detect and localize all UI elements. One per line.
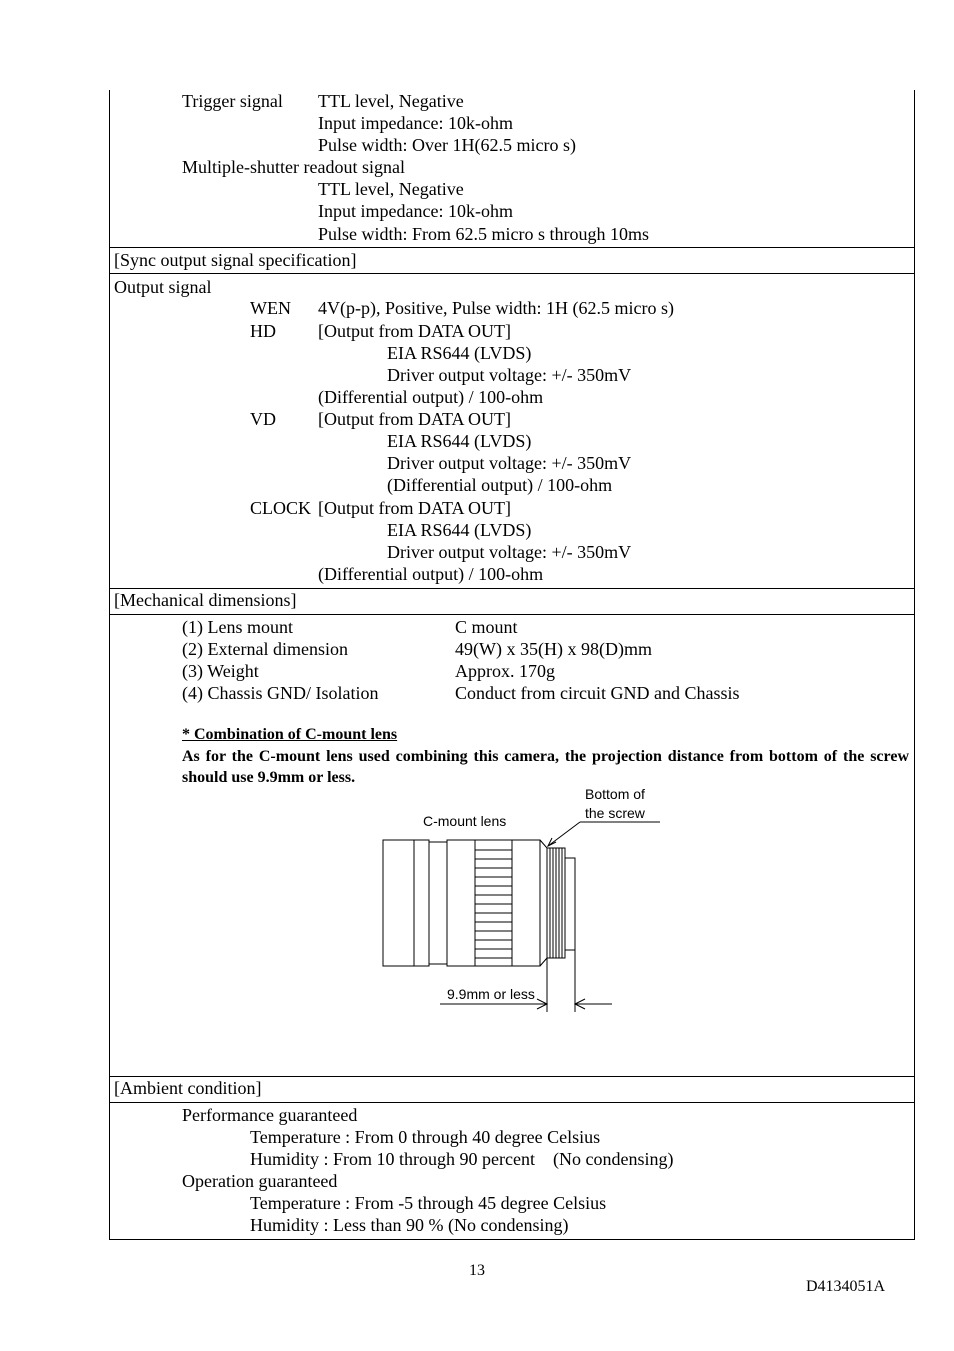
output-signal-label: Output signal (114, 277, 212, 297)
clock-name: CLOCK (250, 498, 312, 518)
vd-name: VD (250, 409, 276, 429)
clock-line: Driver output voltage: +/- 350mV (387, 542, 632, 562)
mech-item-label: (3) Weight (182, 661, 259, 681)
hd-line: EIA RS644 (LVDS) (387, 343, 532, 363)
mech-item-value: 49(W) x 35(H) x 98(D)mm (455, 639, 652, 659)
hd-name: HD (250, 321, 276, 341)
c-mount-lens-diagram (380, 780, 645, 1020)
lens-ring (512, 840, 540, 966)
trigger-line: Input impedance: 10k-ohm (318, 113, 513, 133)
clock-line: (Differential output) / 100-ohm (318, 564, 544, 584)
screw-label-line2: the screw (585, 805, 645, 821)
performance-temperature: Temperature : From 0 through 40 degree Celsius (250, 1127, 601, 1147)
lens-ring (429, 842, 447, 964)
wen-name: WEN (250, 298, 291, 318)
multishutter-line: TTL level, Negative (318, 179, 464, 199)
mech-item-value: Conduct from circuit GND and Chassis (455, 683, 740, 703)
divider (109, 614, 914, 615)
page-number: 13 (469, 1262, 485, 1279)
hd-line: (Differential output) / 100-ohm (318, 387, 544, 407)
vd-line: [Output from DATA OUT] (318, 409, 512, 429)
lens-label: C-mount lens (423, 813, 507, 829)
lens-taper (540, 840, 547, 966)
mech-section-header: [Mechanical dimensions] (114, 590, 297, 610)
vd-line: EIA RS644 (LVDS) (387, 431, 532, 451)
trigger-line: TTL level, Negative (318, 91, 464, 111)
thread-lines (550, 848, 562, 958)
operation-humidity: Humidity : Less than 90 % (No condensing) (250, 1215, 569, 1235)
hd-line: Driver output voltage: +/- 350mV (387, 365, 632, 385)
operation-label: Operation guaranteed (182, 1171, 338, 1191)
lens-ring (447, 840, 475, 966)
operation-temperature: Temperature : From -5 through 45 degree Celsius (250, 1193, 607, 1213)
vd-line: Driver output voltage: +/- 350mV (387, 453, 632, 473)
multishutter-label: Multiple-shutter readout signal (182, 157, 405, 177)
divider (109, 273, 914, 274)
wen-desc: 4V(p-p), Positive, Pulse width: 1H (62.5 micro s) (318, 298, 674, 318)
dimension-lines (440, 950, 612, 1012)
mech-item-label: (4) Chassis GND/ Isolation (182, 683, 379, 703)
sync-section-header: [Sync output signal specification] (114, 250, 357, 270)
trigger-signal-label: Trigger signal (182, 91, 283, 111)
document-id: D4134051A (806, 1278, 886, 1295)
lens-ring (383, 840, 414, 966)
clock-line: [Output from DATA OUT] (318, 498, 512, 518)
clock-line: EIA RS644 (LVDS) (387, 520, 532, 540)
screw-label-line1: Bottom of (585, 786, 645, 802)
mech-item-label: (2) External dimension (182, 639, 348, 659)
performance-humidity: Humidity : From 10 through 90 percent (No condensing) (250, 1149, 674, 1169)
mech-item-value: C mount (455, 617, 518, 637)
dimension-label: 9.9mm or less (447, 986, 535, 1002)
multishutter-line: Pulse width: From 62.5 micro s through 10ms (318, 224, 650, 244)
vd-line: (Differential output) / 100-ohm (387, 475, 613, 495)
hd-line: [Output from DATA OUT] (318, 321, 512, 341)
grip-hatching (475, 850, 512, 958)
performance-label: Performance guaranteed (182, 1105, 358, 1125)
mech-item-value: Approx. 170g (455, 661, 555, 681)
lens-ring (414, 840, 429, 966)
divider (109, 1102, 914, 1103)
ambient-section-header: [Ambient condition] (114, 1078, 262, 1098)
c-mount-note-title: * Combination of C-mount lens (182, 726, 398, 743)
multishutter-line: Input impedance: 10k-ohm (318, 201, 513, 221)
c-mount-note-body: As for the C-mount lens used combining this camera, the projection distance from bottom of the screw should use 9.9mm or less. (182, 748, 909, 786)
trigger-line: Pulse width: Over 1H(62.5 micro s) (318, 135, 576, 155)
screw-end (565, 858, 575, 950)
divider (109, 247, 914, 248)
mech-item-label: (1) Lens mount (182, 617, 293, 637)
